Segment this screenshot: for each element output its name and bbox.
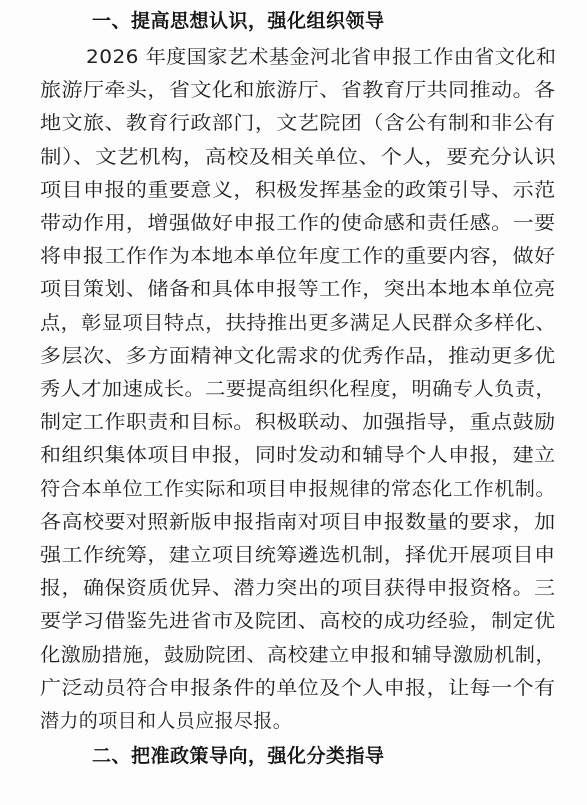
paragraph-line: 化激励措施，鼓励院团、高校建立申报和辅导激励机制， <box>40 643 557 666</box>
paragraph-line: 旅游厅牵头，省文化和旅游厅、省教育厅共同推动。各 <box>40 79 556 102</box>
paragraph-line: 2026 年度国家艺术基金河北省申报工作由省文化和 <box>86 46 557 68</box>
paragraph-line: 多层次、多方面精神文化需求的优秀作品，推动更多优 <box>40 344 556 367</box>
paragraph-line: 制定工作职责和目标。积极联动、加强指导，重点鼓励 <box>40 411 556 434</box>
paragraph-line: 各高校要对照新版申报指南对项目申报数量的要求，加 <box>40 510 556 533</box>
paragraph-line: 将申报工作作为本地本单位年度工作的重要内容，做好 <box>40 245 556 268</box>
paragraph-line: 报，确保资质优异、潜力突出的项目获得申报资格。三 <box>40 577 556 600</box>
paragraph-line: 项目策划、储备和具体申报等工作，突出本地本单位亮 <box>40 278 556 301</box>
paragraph-line: 符合本单位工作实际和项目申报规律的常态化工作机制。 <box>40 477 557 500</box>
paragraph-line: 要学习借鉴先进省市及院团、高校的成功经验，制定优 <box>40 610 556 633</box>
section-heading-2: 二、把准政策导向，强化分类指导 <box>92 745 385 768</box>
paragraph-line: 潜力的项目和人员应报尽报。 <box>40 710 293 732</box>
paragraph-line: 带动作用，增强做好申报工作的使命感和责任感。一要 <box>40 212 556 234</box>
section-heading-1: 一、提高思想认识，强化组织领导 <box>92 10 385 32</box>
paragraph-line: 和组织集体项目申报，同时发动和辅导个人申报，建立 <box>40 444 556 467</box>
paragraph-line: 广泛动员符合申报条件的单位及个人申报，让每一个有 <box>40 676 556 699</box>
paragraph-line: 秀人才加速成长。二要提高组织化程度，明确专人负责， <box>40 378 557 400</box>
paragraph-line: 点，彰显项目特点，扶持推出更多满足人民群众多样化、 <box>40 311 557 334</box>
paragraph-line: 制）、文艺机构，高校及相关单位、个人，要充分认识 <box>40 145 557 168</box>
paragraph-line: 强工作统筹，建立项目统筹遴选机制，择优开展项目申 <box>40 544 556 566</box>
paragraph-line: 地文旅、教育行政部门，文艺院团（含公有制和非公有 <box>40 112 556 135</box>
paragraph-line: 项目申报的重要意义，积极发挥基金的政策引导、示范 <box>40 178 556 201</box>
